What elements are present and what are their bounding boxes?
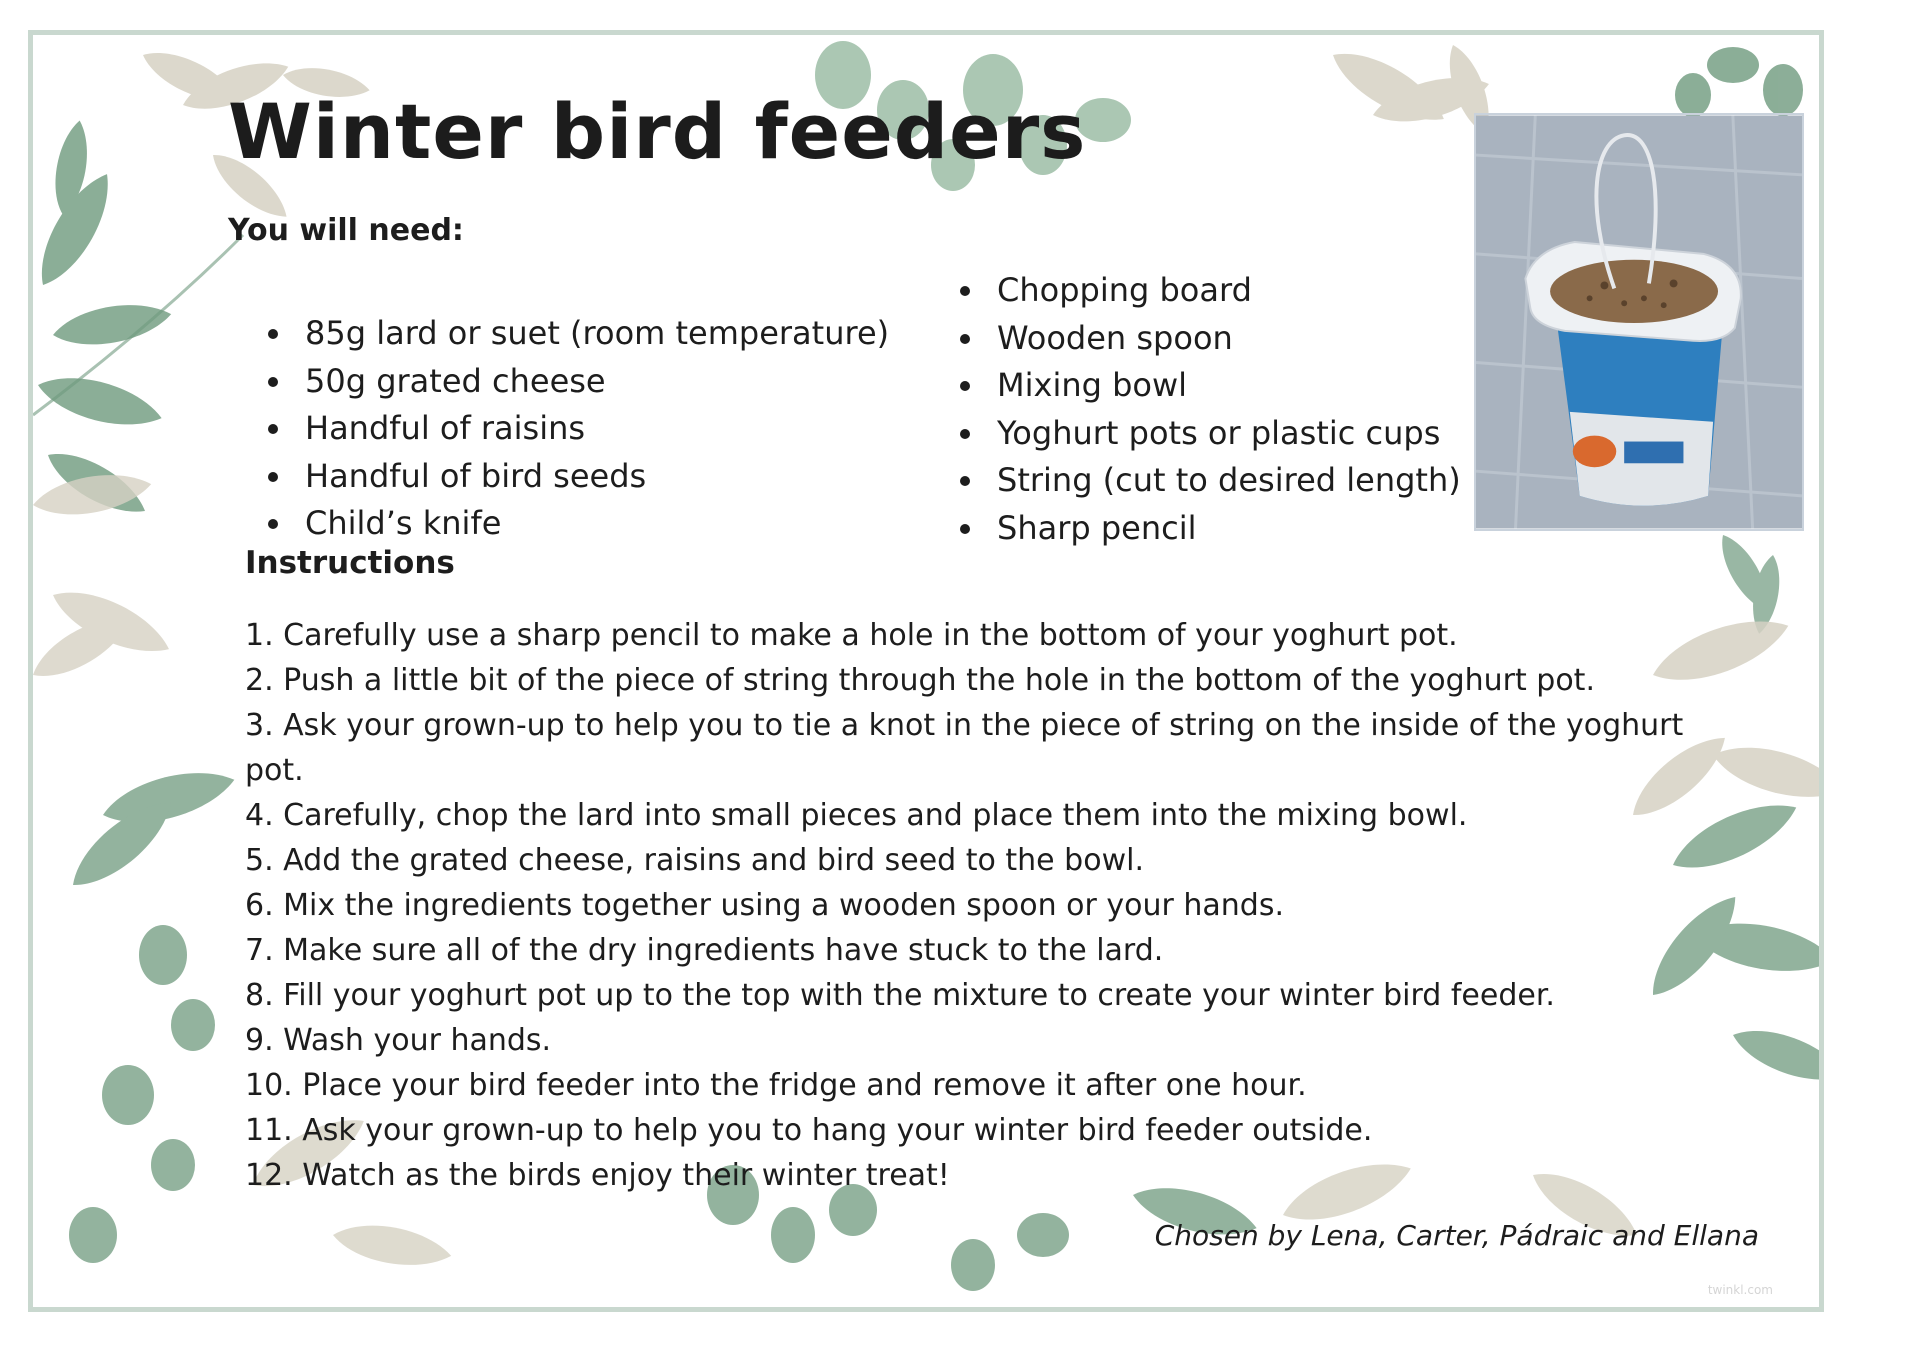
list-item: 11. Ask your grown-up to help you to hang your winter bird feeder outside. xyxy=(245,1113,1373,1148)
bird-feeder-photo xyxy=(1474,113,1804,531)
worksheet-frame xyxy=(28,30,1824,1312)
list-item: Sharp pencil xyxy=(955,505,1461,553)
credit-line: Chosen by Lena, Carter, Pádraic and Ellana xyxy=(1154,1219,1759,1252)
list-item: 6. Mix the ingredients together using a wooden spoon or your hands. xyxy=(245,888,1285,923)
list-item: 85g lard or suet (room temperature) xyxy=(263,310,889,358)
list-item: Chopping board xyxy=(955,267,1461,315)
list-item: 1. Carefully use a sharp pencil to make a hole in the bottom of your yoghurt pot. xyxy=(245,618,1458,653)
instructions-heading: Instructions xyxy=(245,545,455,581)
list-item: 12. Watch as the birds enjoy their winter treat! xyxy=(245,1158,950,1193)
page-title: Winter bird feeders xyxy=(228,87,1087,176)
list-item: 8. Fill your yoghurt pot up to the top with the mixture to create your winter bird feeder. xyxy=(245,978,1555,1013)
list-item: 5. Add the grated cheese, raisins and bird seed to the bowl. xyxy=(245,843,1144,878)
watermark: twinkl.com xyxy=(1707,1283,1773,1297)
list-item: String (cut to desired length) xyxy=(955,457,1461,505)
needs-list-right xyxy=(955,267,1461,552)
list-item: 4. Carefully, chop the lard into small pieces and place them into the mixing bowl. xyxy=(245,798,1468,833)
list-item: 10. Place your bird feeder into the fridge and remove it after one hour. xyxy=(245,1068,1307,1103)
list-item: Handful of bird seeds xyxy=(263,453,889,501)
needs-heading: You will need: xyxy=(228,213,464,248)
list-item: Wooden spoon xyxy=(955,315,1461,363)
list-item: 7. Make sure all of the dry ingredients have stuck to the lard. xyxy=(245,933,1164,968)
list-item: Handful of raisins xyxy=(263,405,889,453)
list-item: 9. Wash your hands. xyxy=(245,1023,552,1058)
needs-list-left xyxy=(263,310,889,548)
list-item: 50g grated cheese xyxy=(263,358,889,406)
list-item: Child’s knife xyxy=(263,500,889,548)
instructions-list xyxy=(245,613,1725,1198)
list-item: 2. Push a little bit of the piece of string through the hole in the bottom of the yoghurt pot. xyxy=(245,663,1595,698)
list-item: Mixing bowl xyxy=(955,362,1461,410)
list-item: Yoghurt pots or plastic cups xyxy=(955,410,1461,458)
list-item: 3. Ask your grown-up to help you to tie a knot in the piece of string on the inside of the yoghurt pot. xyxy=(245,708,1684,788)
